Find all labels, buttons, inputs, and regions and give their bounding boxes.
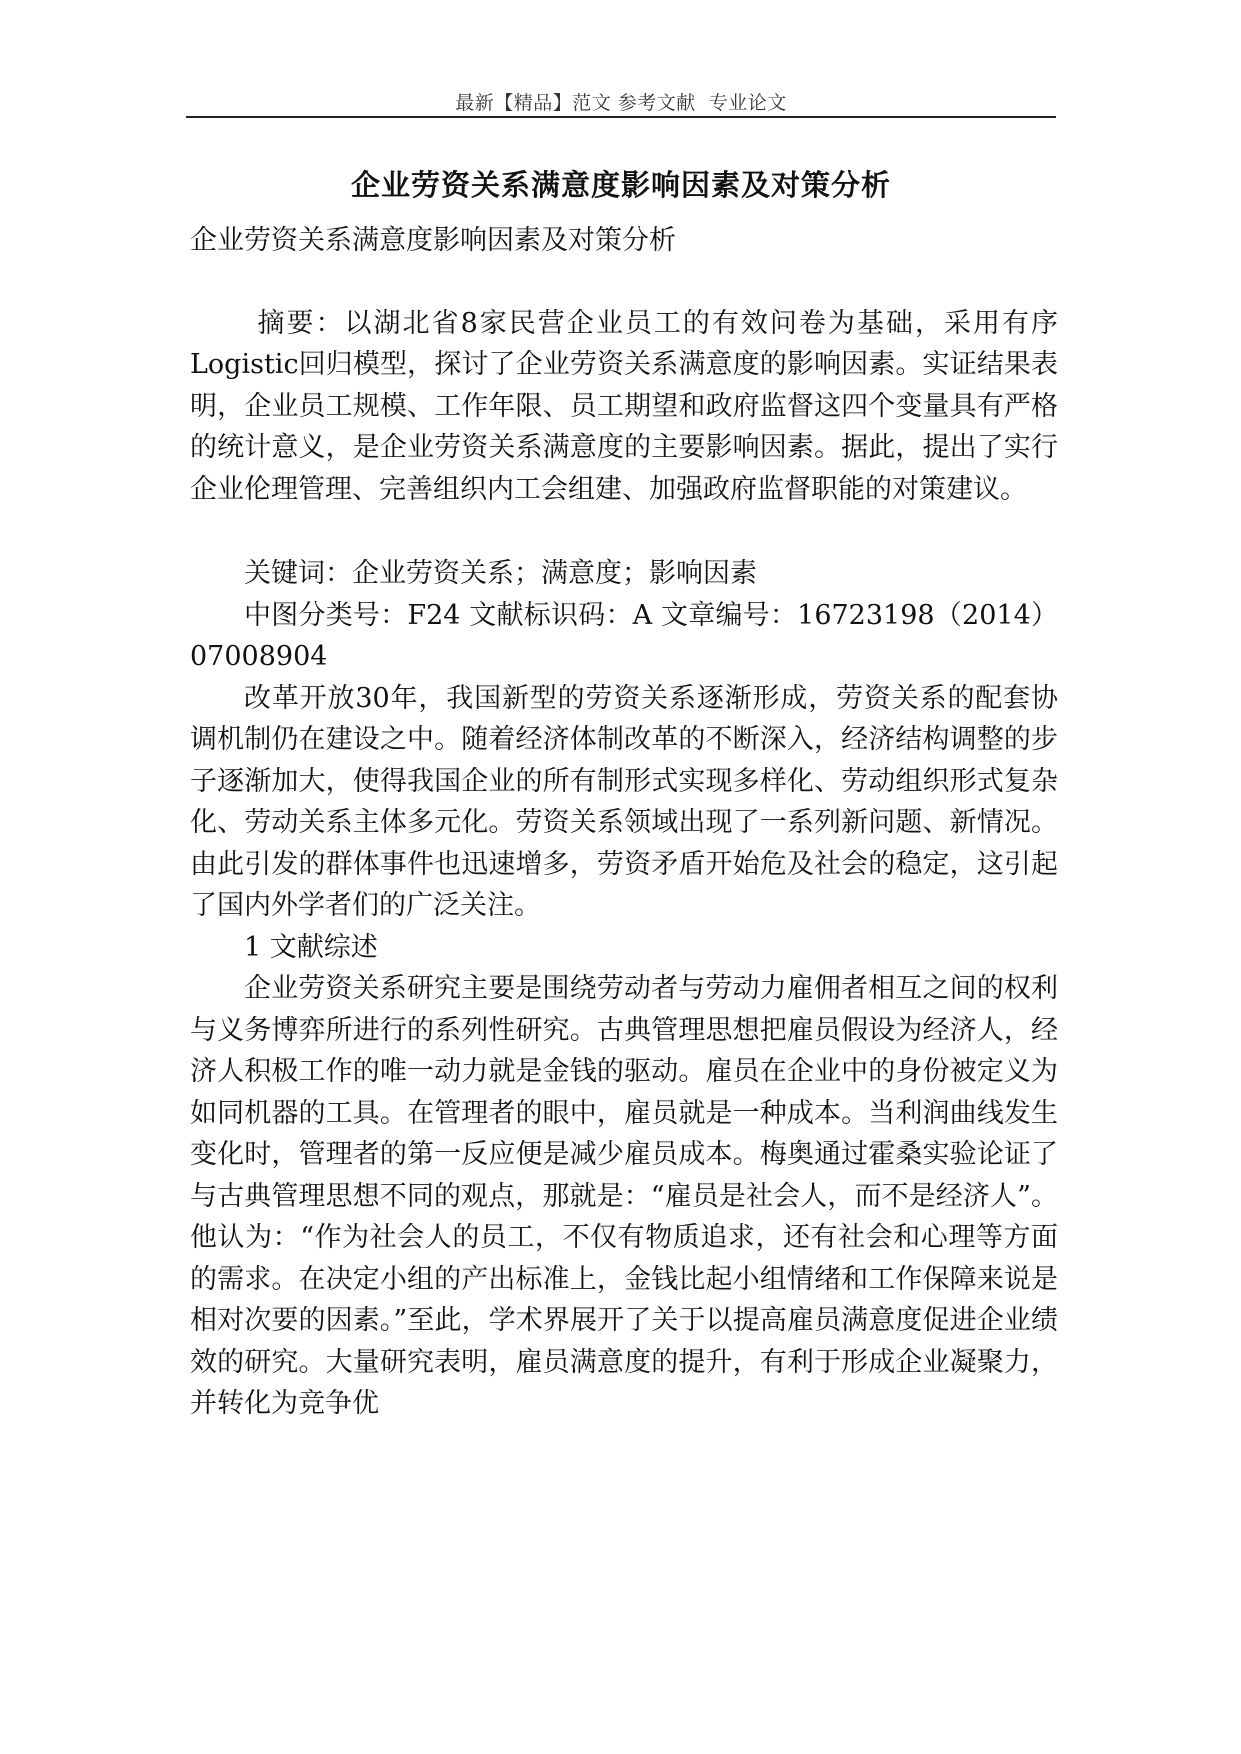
keywords-line: 关键词：企业劳资关系；满意度；影响因素	[244, 558, 757, 589]
document-body	[190, 220, 1058, 1425]
body-paragraph: 企业劳资关系研究主要是围绕劳动者与劳动力雇佣者相互之间的权利与义务博弈所进行的系列性研究。古典管理思想把雇员假设为经济人，经济人积极工作的唯一动力就是金钱的驱动。雇员在企业中的身份被定义为如同机器的工具。在管理者的眼中，雇员就是一种成本。当利润曲线发生变化时，管理者的第一反应便是减少雇员成本。梅奥通过霍桑实验论证了与古典管理思想不同的观点，那就是：“雇员是社会人，而不是经济人”。他认为：“作为社会人的员工，不仅有物质追求，还有社会和心理等方面的需求。在决定小组的产出标准上，金钱比起小组情绪和工作保障来说是相对次要的因素。”至此，学术界展开了关于以提高雇员满意度促进企业绩效的研究。大量研究表明，雇员满意度的提升，有利于形成企业凝聚力，并转化为竞争优	[190, 973, 1058, 1419]
subtitle-line: 企业劳资关系满意度影响因素及对策分析	[190, 225, 676, 256]
body-paragraph: 改革开放30年，我国新型的劳资关系逐渐形成，劳资关系的配套协调机制仍在建设之中。随着经济体制改革的不断深入，经济结构调整的步子逐渐加大，使得我国企业的所有制形式实现多样化、劳动组织形式复杂化、劳动关系主体多元化。劳资关系领域出现了一系列新问题、新情况。由此引发的群体事件也迅速增多，劳资矛盾开始危及社会的稳定，这引起了国内外学者们的广泛关注。	[190, 682, 1058, 921]
running-header: 最新【精品】范文 参考文献 专业论文	[455, 92, 787, 114]
section-heading: 1 文献综述	[244, 931, 378, 963]
document-title: 企业劳资关系满意度影响因素及对策分析	[350, 168, 891, 202]
header-divider	[186, 116, 1056, 118]
classification-line: 中图分类号：F24 文献标识码：A 文章编号：16723198（2014）07008904	[190, 599, 1058, 672]
abstract-paragraph: 摘要：以湖北省8家民营企业员工的有效问卷为基础，采用有序Logistic回归模型，探讨了企业劳资关系满意度的影响因素。实证结果表明，企业员工规模、工作年限、员工期望和政府监督这四个变量具有严格的统计意义，是企业劳资关系满意度的主要影响因素。据此，提出了实行企业伦理管理、完善组织内工会组建、加强政府监督职能的对策建议。	[190, 307, 1058, 505]
